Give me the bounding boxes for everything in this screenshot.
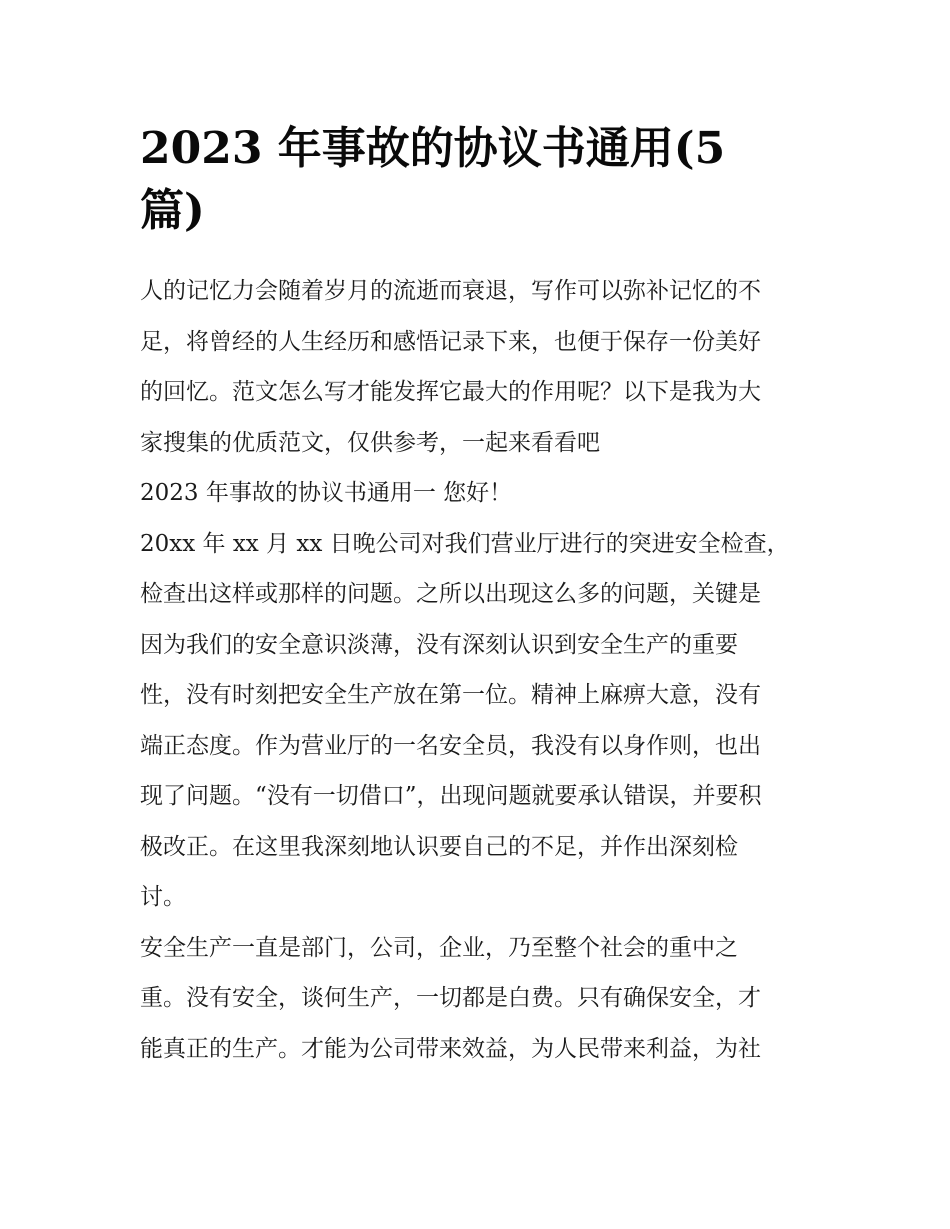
text-line: 端正态度。作为营业厅的一名安全员，我没有以身作则，也出 <box>140 732 761 759</box>
title-line: 篇) <box>140 185 205 236</box>
text-line: 能真正的生产。才能为公司带来效益，为人民带来利益，为社 <box>140 1035 761 1062</box>
text-line: 人的记忆力会随着岁月的流逝而衰退，写作可以弥补记忆的不 <box>140 278 761 304</box>
paragraph-intro <box>140 266 816 468</box>
text-line: 极改正。在这里我深刻地认识要自己的不足，并作出深刻检 <box>140 833 738 860</box>
paragraph-heading <box>140 468 816 519</box>
text-line: 因为我们的安全意识淡薄，没有深刻认识到安全生产的重要 <box>140 631 738 658</box>
text-line: 现了问题。“没有一切借口”，出现问题就要承认错误，并要积 <box>140 783 762 809</box>
text-line: 家搜集的优质范文，仅供参考，一起来看看吧 <box>140 429 600 456</box>
document-content <box>140 118 816 1074</box>
text-line: 2023 年事故的协议书通用一 您好！ <box>140 480 513 506</box>
title-line: 2023 年事故的协议书通用(5 <box>140 123 726 174</box>
text-line: 检查出这样或那样的问题。之所以出现这么多的问题，关键是 <box>140 581 761 607</box>
text-line: 足，将曾经的人生经历和感悟记录下来，也便于保存一份美好 <box>140 328 761 355</box>
text-line: 的回忆。范文怎么写才能发挥它最大的作用呢？以下是我为大 <box>140 379 761 405</box>
document-title <box>140 118 816 242</box>
text-line: 性，没有时刻把安全生产放在第一位。精神上麻痹大意，没有 <box>140 682 761 708</box>
paragraph-inspection <box>140 519 816 923</box>
text-line: 讨。 <box>140 884 186 910</box>
text-line: 20xx 年 xx 月 xx 日晚公司对我们营业厅进行的突进安全检查， <box>140 530 790 557</box>
text-line: 安全生产一直是部门，公司，企业，乃至整个社会的重中之 <box>140 934 738 961</box>
text-line: 重。没有安全，谈何生产，一切都是白费。只有确保安全，才 <box>140 985 761 1011</box>
paragraph-safety <box>140 923 816 1075</box>
document-body <box>140 266 816 1074</box>
